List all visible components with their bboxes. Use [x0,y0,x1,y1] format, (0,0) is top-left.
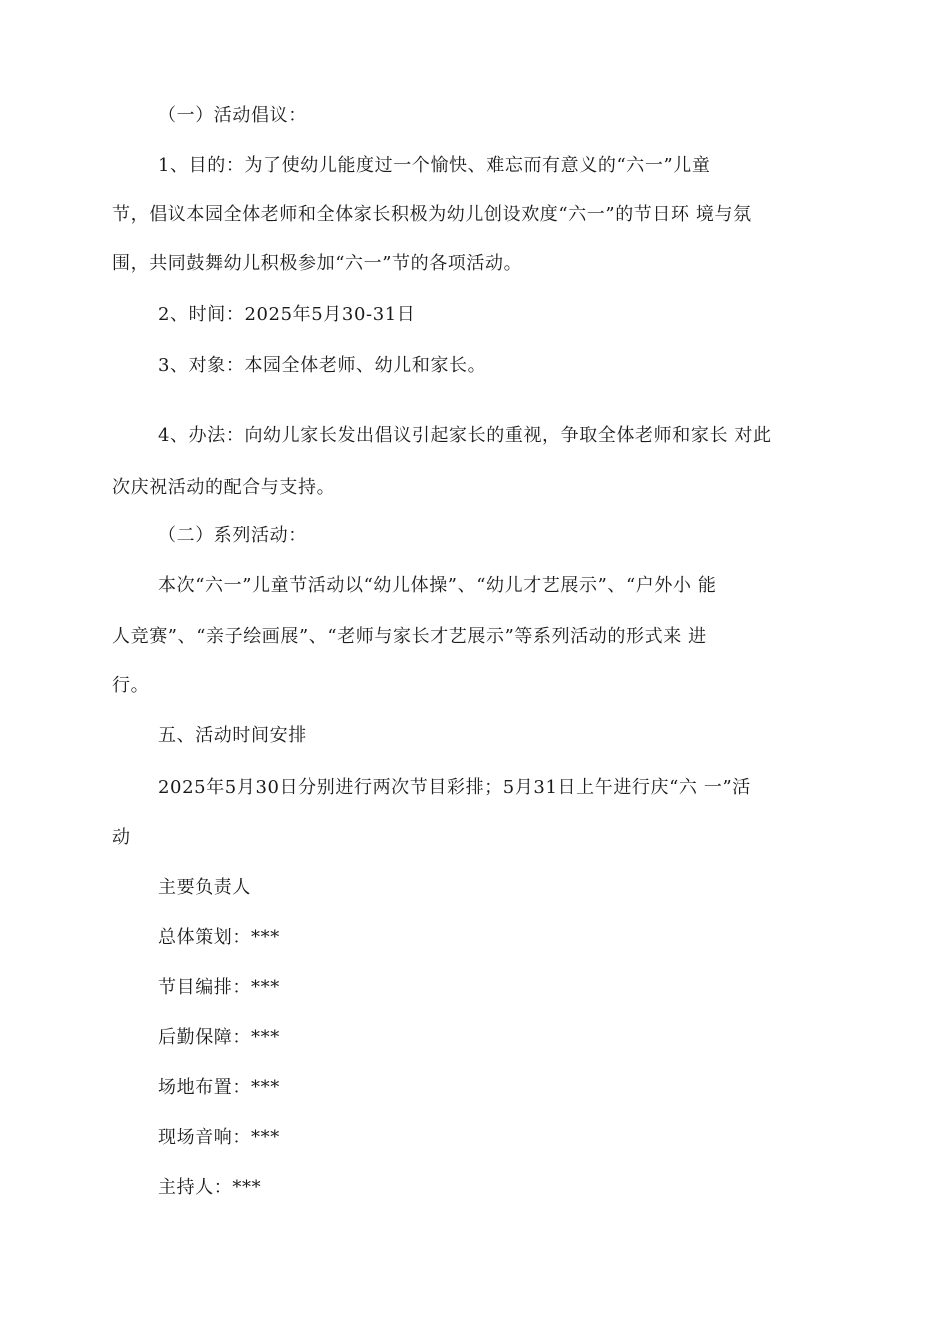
person-audio: 现场音响：*** [158,1127,280,1148]
person-logistics: 后勤保障：*** [158,1027,280,1048]
person-planning: 总体策划：*** [158,927,280,948]
series-line1: 本次“六一”儿童节活动以“幼儿体操”、“幼儿才艺展示”、“户外小 能 [158,575,717,596]
item3-target: 3、对象：本园全体老师、幼儿和家长。 [158,355,487,376]
item1-line3: 围，共同鼓舞幼儿积极参加“六一”节的各项活动。 [112,253,523,274]
item4-line2: 次庆祝活动的配合与支持。 [112,477,336,498]
item1-line1: 1、目的：为了使幼儿能度过一个愉快、难忘而有意义的“六一”儿童 [158,155,711,176]
section-five-heading: 五、活动时间安排 [158,725,307,746]
persons-heading: 主要负责人 [158,877,251,898]
person-venue: 场地布置：*** [158,1077,280,1098]
section-two-heading: （二）系列活动： [158,525,307,546]
series-line3: 行。 [112,675,150,696]
item1-line2: 节，倡议本园全体老师和全体家长积极为幼儿创设欢度“六一”的节日环 境与氛 [112,204,752,225]
schedule-line2: 动 [112,827,131,848]
item4-line1: 4、办法：向幼儿家长发出倡议引起家长的重视，争取全体老师和家长 对此 [158,425,772,446]
schedule-line1: 2025年5月30日分别进行两次节目彩排；5月31日上午进行庆“六 一”活 [158,777,751,798]
person-host: 主持人：*** [158,1177,262,1198]
item2-time: 2、时间：2025年5月30-31日 [158,304,416,325]
person-program: 节目编排：*** [158,977,280,998]
section-one-heading: （一）活动倡议： [158,105,307,126]
series-line2: 人竞赛”、“亲子绘画展”、“老师与家长才艺展示”等系列活动的形式来 进 [112,626,707,647]
